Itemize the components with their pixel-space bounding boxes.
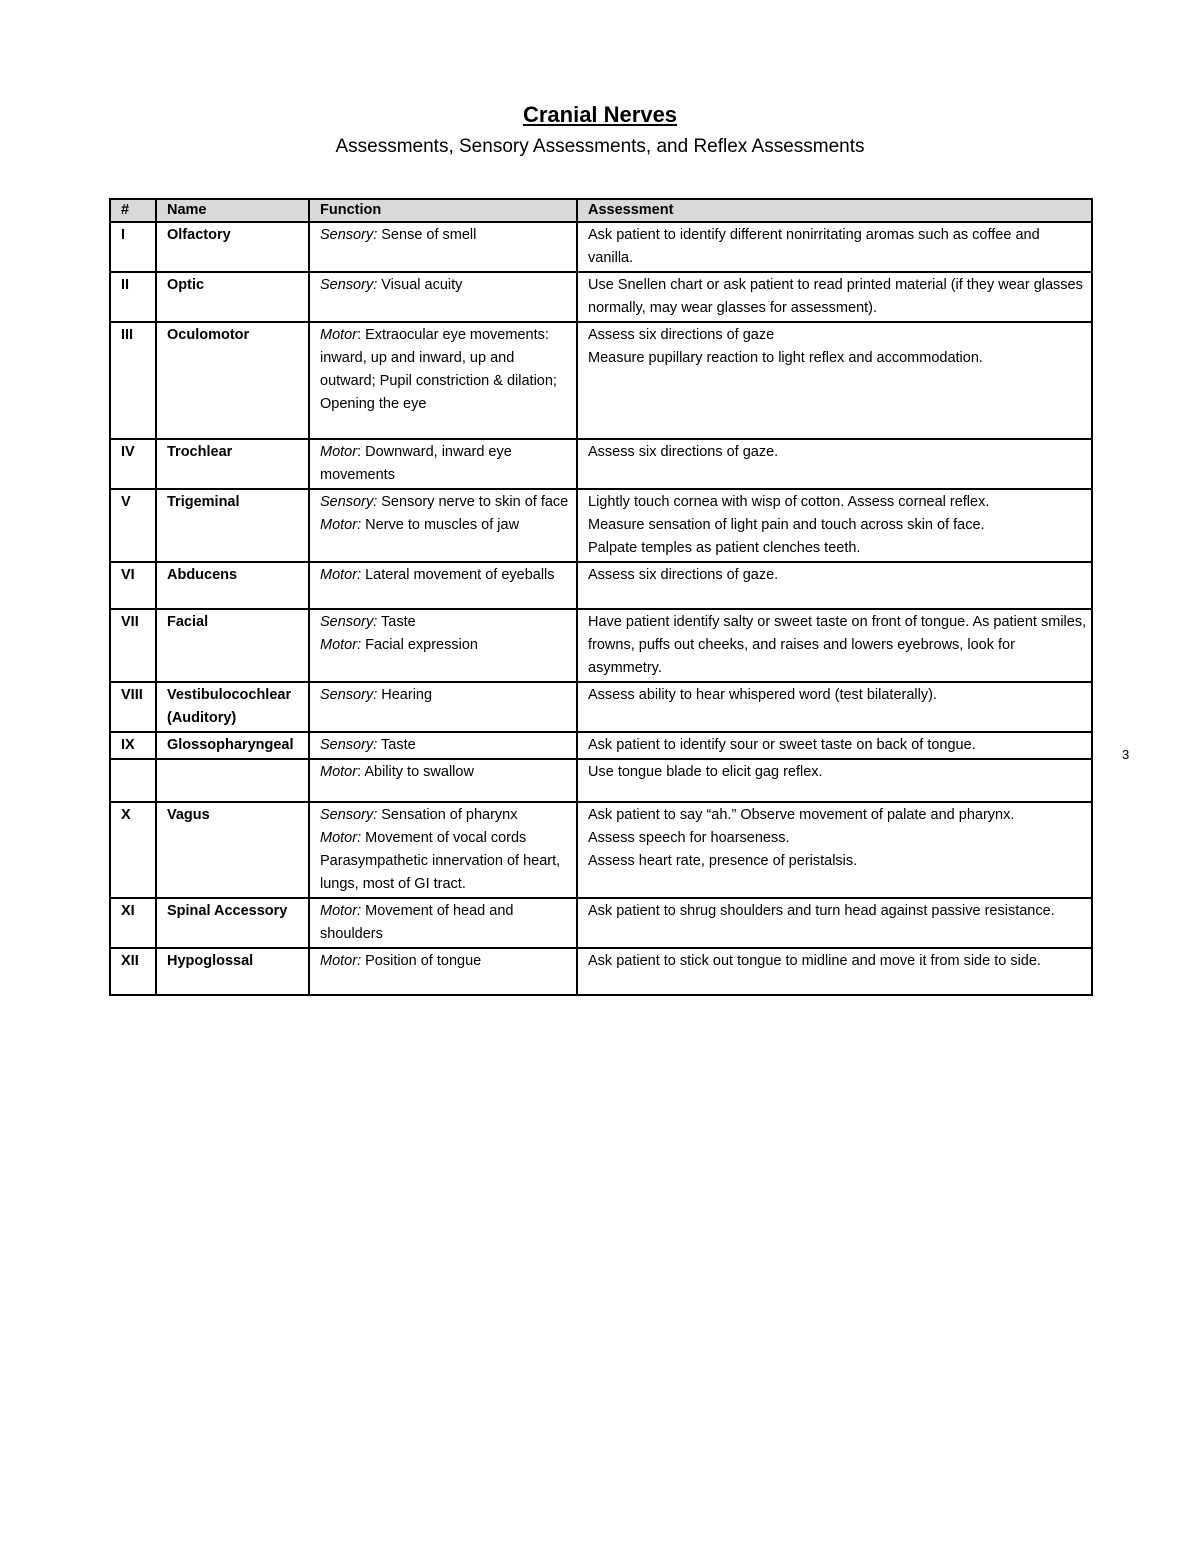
function-text: Movement of vocal cords bbox=[361, 830, 527, 846]
nerve-function bbox=[309, 489, 577, 562]
nerve-function bbox=[309, 272, 577, 322]
table-header bbox=[110, 199, 1092, 222]
nerve-function bbox=[309, 759, 577, 802]
table-body bbox=[110, 222, 1092, 995]
assessment-line: Assess six directions of gaze. bbox=[588, 567, 779, 583]
nerve-name: Vestibulocochlear (Auditory) bbox=[156, 682, 309, 732]
table-row bbox=[110, 682, 1092, 732]
table-row bbox=[110, 759, 1092, 802]
nerve-number: VI bbox=[110, 562, 156, 609]
nerve-assessment bbox=[577, 489, 1092, 562]
function-type-label: Sensory: bbox=[320, 494, 378, 510]
table-row bbox=[110, 898, 1092, 948]
function-line bbox=[320, 950, 572, 973]
function-text: Nerve to muscles of jaw bbox=[361, 517, 520, 533]
function-type-label: Sensory: bbox=[320, 687, 378, 703]
nerve-number: II bbox=[110, 272, 156, 322]
function-text: : Ability to swallow bbox=[357, 764, 474, 780]
table-row bbox=[110, 322, 1092, 439]
nerve-assessment bbox=[577, 272, 1092, 322]
nerve-assessment bbox=[577, 222, 1092, 272]
assessment-line: Assess six directions of gaze. bbox=[588, 444, 779, 460]
function-type-label: Motor: bbox=[320, 903, 362, 919]
function-text: Taste bbox=[377, 614, 416, 630]
nerve-function bbox=[309, 948, 577, 995]
nerve-name: Facial bbox=[156, 609, 309, 682]
nerve-assessment bbox=[577, 732, 1092, 759]
assessment-line: Assess heart rate, presence of peristalsis. bbox=[588, 853, 858, 869]
nerve-name: Glossopharyngeal bbox=[156, 732, 309, 759]
function-line bbox=[320, 900, 572, 946]
function-type-label: Motor bbox=[320, 764, 358, 780]
page-title: Cranial Nerves bbox=[522, 102, 678, 127]
table-row bbox=[110, 948, 1092, 995]
function-text: : Extraocular eye movements: inward, up and inward, up and outward; Pupil constriction & dilation; Opening the eye bbox=[320, 327, 557, 412]
nerve-assessment bbox=[577, 802, 1092, 898]
nerve-number: XII bbox=[110, 948, 156, 995]
function-type-label: Sensory: bbox=[320, 227, 378, 243]
function-type-label: Sensory: bbox=[320, 277, 378, 293]
function-text: : Downward, inward eye movements bbox=[320, 444, 512, 483]
function-line bbox=[320, 827, 572, 850]
function-line bbox=[320, 224, 572, 247]
nerve-number: IX bbox=[110, 732, 156, 759]
function-type-label: Sensory: bbox=[320, 807, 378, 823]
nerve-assessment bbox=[577, 898, 1092, 948]
function-line bbox=[320, 441, 572, 487]
header-function: Function bbox=[309, 199, 577, 222]
nerve-name: Optic bbox=[156, 272, 309, 322]
nerve-assessment bbox=[577, 562, 1092, 609]
assessment-line: Ask patient to identify different nonirritating aromas such as coffee and vanilla. bbox=[588, 227, 1040, 266]
assessment-line: Assess six directions of gaze bbox=[588, 327, 775, 343]
function-line bbox=[320, 564, 572, 587]
nerve-function bbox=[309, 802, 577, 898]
assessment-line: Ask patient to identify sour or sweet taste on back of tongue. bbox=[588, 737, 976, 753]
table-row bbox=[110, 272, 1092, 322]
assessment-line: Measure sensation of light pain and touch across skin of face. bbox=[588, 517, 985, 533]
nerve-name: Spinal Accessory bbox=[156, 898, 309, 948]
function-type-label: Motor bbox=[320, 327, 358, 343]
assessment-line: Palpate temples as patient clenches teeth. bbox=[588, 540, 861, 556]
function-text: Visual acuity bbox=[377, 277, 463, 293]
nerve-assessment bbox=[577, 322, 1092, 439]
nerve-number: VII bbox=[110, 609, 156, 682]
assessment-line: Use tongue blade to elicit gag reflex. bbox=[588, 764, 823, 780]
table-row bbox=[110, 222, 1092, 272]
page-number: 3 bbox=[1122, 747, 1130, 762]
nerve-function bbox=[309, 682, 577, 732]
nerve-function bbox=[309, 439, 577, 489]
function-line bbox=[320, 514, 572, 537]
table-row bbox=[110, 732, 1092, 759]
function-type-label: Motor: bbox=[320, 517, 362, 533]
assessment-line: Assess ability to hear whispered word (test bilaterally). bbox=[588, 687, 937, 703]
function-line bbox=[320, 611, 572, 634]
nerve-number bbox=[110, 759, 156, 802]
function-line bbox=[320, 684, 572, 707]
function-text: Sense of smell bbox=[377, 227, 477, 243]
table-row bbox=[110, 562, 1092, 609]
table-row bbox=[110, 439, 1092, 489]
function-line bbox=[320, 734, 572, 757]
nerve-name: Trochlear bbox=[156, 439, 309, 489]
assessment-line: Lightly touch cornea with wisp of cotton. Assess corneal reflex. bbox=[588, 494, 990, 510]
assessment-line: Ask patient to stick out tongue to midline and move it from side to side. bbox=[588, 953, 1041, 969]
nerve-number: III bbox=[110, 322, 156, 439]
function-text: Parasympathetic innervation of heart, lungs, most of GI tract. bbox=[320, 853, 561, 892]
assessment-line: Ask patient to shrug shoulders and turn head against passive resistance. bbox=[588, 903, 1055, 919]
function-text: Position of tongue bbox=[361, 953, 482, 969]
function-text: Sensation of pharynx bbox=[377, 807, 518, 823]
function-text: Sensory nerve to skin of face bbox=[377, 494, 569, 510]
assessment-line: Assess speech for hoarseness. bbox=[588, 830, 790, 846]
assessment-line: Have patient identify salty or sweet taste on front of tongue. As patient smiles, frowns, puffs out cheeks, and raises and lowers eyebrows, look for asymmetry. bbox=[588, 614, 1087, 676]
function-text: Movement of head and shoulders bbox=[320, 903, 514, 942]
nerve-number: XI bbox=[110, 898, 156, 948]
function-type-label: Motor: bbox=[320, 637, 362, 653]
nerve-name bbox=[156, 759, 309, 802]
nerve-number: V bbox=[110, 489, 156, 562]
function-line bbox=[320, 491, 572, 514]
header-assessment: Assessment bbox=[577, 199, 1092, 222]
nerve-function bbox=[309, 898, 577, 948]
table-row bbox=[110, 802, 1092, 898]
nerve-assessment bbox=[577, 609, 1092, 682]
function-type-label: Motor: bbox=[320, 830, 362, 846]
nerve-name: Abducens bbox=[156, 562, 309, 609]
header-number: # bbox=[110, 199, 156, 222]
function-line bbox=[320, 761, 572, 784]
nerve-name: Vagus bbox=[156, 802, 309, 898]
function-line bbox=[320, 634, 572, 657]
nerve-assessment bbox=[577, 759, 1092, 802]
nerve-name: Olfactory bbox=[156, 222, 309, 272]
function-line bbox=[320, 274, 572, 297]
assessment-line: Measure pupillary reaction to light reflex and accommodation. bbox=[588, 350, 983, 366]
nerve-number: VIII bbox=[110, 682, 156, 732]
table-row bbox=[110, 609, 1092, 682]
assessment-line: Use Snellen chart or ask patient to read printed material (if they wear glasses normally, may wear glasses for assessment). bbox=[588, 277, 1083, 316]
nerve-assessment bbox=[577, 682, 1092, 732]
function-text: Hearing bbox=[377, 687, 433, 703]
function-type-label: Sensory: bbox=[320, 614, 378, 630]
nerve-assessment bbox=[577, 439, 1092, 489]
header-name: Name bbox=[156, 199, 309, 222]
page-subtitle: Assessments, Sensory Assessments, and Reflex Assessments bbox=[335, 136, 865, 157]
function-type-label: Sensory: bbox=[320, 737, 378, 753]
nerve-function bbox=[309, 732, 577, 759]
cranial-nerves-table bbox=[109, 198, 1093, 996]
nerve-function bbox=[309, 609, 577, 682]
nerve-assessment bbox=[577, 948, 1092, 995]
nerve-name: Trigeminal bbox=[156, 489, 309, 562]
nerve-number: I bbox=[110, 222, 156, 272]
function-text: Facial expression bbox=[361, 637, 478, 653]
table-header-row bbox=[110, 199, 1092, 222]
nerve-name: Oculomotor bbox=[156, 322, 309, 439]
nerve-function bbox=[309, 562, 577, 609]
nerve-name: Hypoglossal bbox=[156, 948, 309, 995]
function-text: Lateral movement of eyeballs bbox=[361, 567, 555, 583]
assessment-line: Ask patient to say “ah.” Observe movement of palate and pharynx. bbox=[588, 807, 1015, 823]
nerve-number: X bbox=[110, 802, 156, 898]
function-type-label: Motor bbox=[320, 444, 358, 460]
function-line bbox=[320, 324, 572, 416]
nerve-function bbox=[309, 222, 577, 272]
function-type-label: Motor: bbox=[320, 567, 362, 583]
function-line bbox=[320, 804, 572, 827]
function-type-label: Motor: bbox=[320, 953, 362, 969]
function-line bbox=[320, 850, 572, 896]
table-row bbox=[110, 489, 1092, 562]
function-text: Taste bbox=[377, 737, 416, 753]
nerve-number: IV bbox=[110, 439, 156, 489]
nerve-function bbox=[309, 322, 577, 439]
